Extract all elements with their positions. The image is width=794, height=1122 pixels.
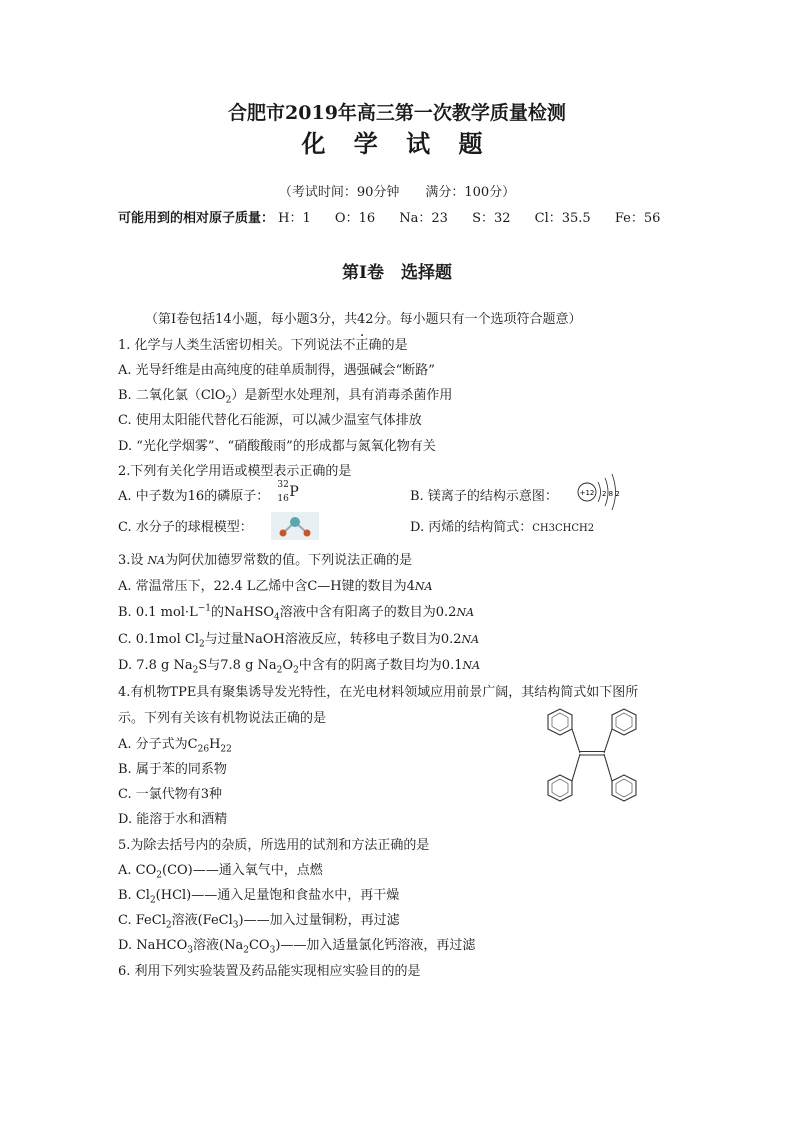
q2-option-d: D. 丙烯的结构简式：CH3CHCH2 [410, 520, 595, 535]
atomic-mass-h: H：1 [278, 211, 311, 226]
atomic-mass-cl: Cl：35.5 [534, 211, 591, 226]
section-description: （第Ⅰ卷包括14小题，每小题3分，共42分。每小题只有一个选项符合题意） [145, 312, 582, 327]
q4-option-c: C. 一氯代物有3种 [118, 787, 223, 802]
magnesium-ion-diagram [574, 470, 634, 514]
q3-option-c: C. 0.1mol $Cl_2$与过量NaOH溶液反应，转移电子数目为0.2NA [118, 632, 480, 650]
atomic-mass-o: O：16 [334, 211, 376, 226]
q2-option-a: A. 中子数为16的磷原子： 32 16 P [118, 485, 307, 508]
q5-stem: 5.为除去括号内的杂质，所选用的试剂和方法正确的是 [118, 838, 430, 853]
atomic-mass-s: S：32 [472, 211, 511, 226]
section-title: 第Ⅰ卷 选择题 [342, 263, 452, 283]
q3-stem: 3.设 NA为阿伏加德罗常数的值。下列说法正确的是 [118, 553, 413, 568]
q5-option-d: D. NaHCO$_3$溶液$(Na_2CO_3)——$加入适量氯化钙溶液，再过滤 [118, 938, 476, 956]
q5-option-c: C. FeCl$_2$溶液(FeCl$_3$)——加入过量铜粉，再过滤 [118, 913, 400, 931]
water-ball-stick-model [271, 512, 319, 540]
tpe-structure-diagram [540, 705, 644, 805]
q3-option-d: D. 7.8 g $Na_2S$与7.8 g $Na_2O_2$中含有的阴离子数目均为0.1NA [118, 658, 481, 676]
q1-option-a: A. 光导纤维是由高纯度的硅单质制得，遇强碱会“断路” [118, 363, 435, 378]
atomic-mass-line [118, 207, 680, 226]
q4-option-b: B. 属于苯的同系物 [118, 762, 227, 777]
atomic-mass-label: 可能用到的相对原子质量： [118, 211, 275, 226]
q4-stem-line1: 4.有机物TPE具有聚集诱导发光特性，在光电材料领域应用前景广阔，其结构简式如下图所 [118, 685, 639, 700]
q2-option-c: C. 水分子的球棍模型： [118, 520, 253, 535]
mg-nucleus-label: +12 [579, 489, 595, 497]
q4-option-d: D. 能溶于水和酒精 [118, 812, 228, 827]
q6-stem: 6. 利用下列实验装置及药品能实现相应实验目的的是 [118, 964, 421, 979]
q5-option-b: B. $Cl_2(HCl)——$通入足量饱和食盐水中，再干燥 [118, 888, 400, 906]
q2-stem: 2.下列有关化学用语或模型表示正确的是 [118, 464, 352, 479]
q2-option-b: B. 镁离子的结构示意图： [410, 489, 558, 504]
q1-option-d: D. “光化学烟雾”、“硝酸酸雨”的形成都与氮氧化物有关 [118, 439, 436, 454]
subject-title: 化 学 试 题 [301, 129, 493, 158]
exam-info: （考试时间：90分钟 满分：100分） [278, 185, 516, 200]
q4-stem-line2: 示。下列有关该有机物说法正确的是 [118, 711, 327, 726]
q3-option-b: B. 0.1 $mol\cdot L^{-1}$的NaHSO$_4$溶液中含有阳离子的数目为0.2NA [118, 603, 475, 623]
phosphorus-isotope: 32 16 P [277, 479, 299, 504]
q1-stem: 1. 化学与人类生活密切相关。下列说法不正确的是 [118, 338, 408, 353]
q5-option-a: A. $CO_2(CO)——$通入氧气中，点燃 [118, 863, 323, 881]
atomic-mass-na: Na：23 [399, 211, 448, 226]
mg-shell-electrons: 2 8 2 [602, 490, 620, 498]
q3-option-a: A. 常温常压下，22.4 L乙烯中含C—H键的数目为4NA [118, 579, 433, 594]
exam-title: 合肥市2019年高三第一次教学质量检测 [228, 102, 566, 124]
q1-option-b: B. 二氧化氯（ClO$_2$）是新型水处理剂，具有消毒杀菌作用 [118, 388, 453, 406]
atomic-mass-fe: Fe：56 [614, 211, 661, 226]
q1-option-c: C. 使用太阳能代替化石能源，可以减少温室气体排放 [118, 413, 422, 428]
q4-option-a: A. 分子式为$C_{26}H_{22}$ [118, 737, 232, 755]
q1-emphasis: 不正确 [342, 338, 382, 353]
